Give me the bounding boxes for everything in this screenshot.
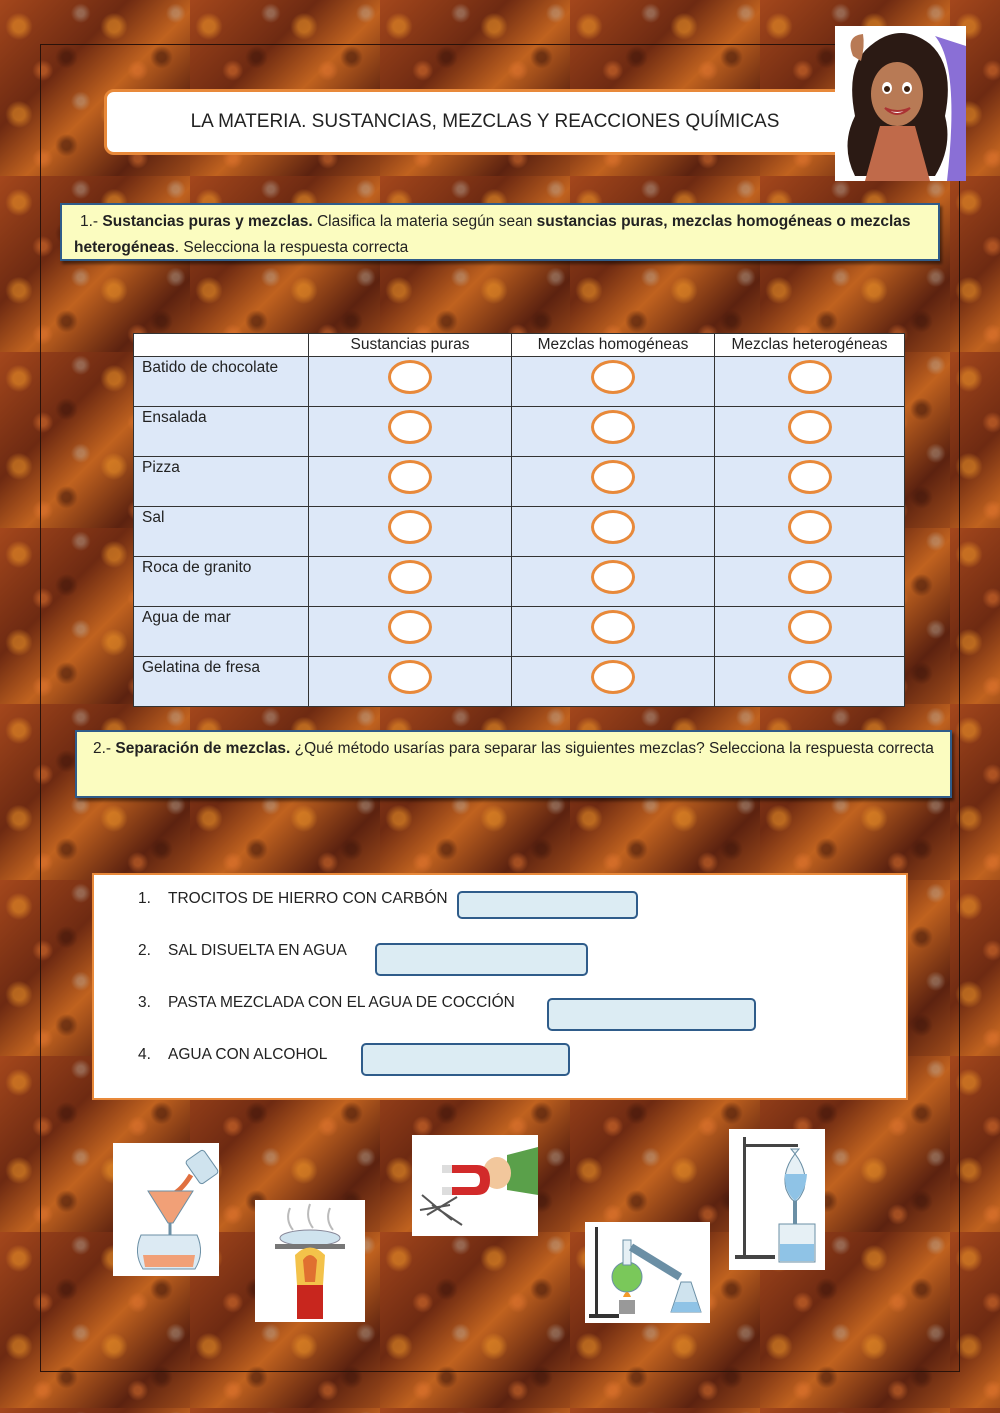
teacher-avatar [835,26,966,181]
table-row [134,607,905,657]
table-cell [512,657,715,707]
radio-option[interactable] [388,510,432,544]
row-label: Gelatina de fresa [134,657,309,707]
item-number: 1. [138,890,151,907]
radio-option[interactable] [788,410,832,444]
row-label: Roca de granito [134,557,309,607]
classification-table [133,333,905,707]
table-row [134,457,905,507]
table-cell [715,607,905,657]
table-cell [715,507,905,557]
column-header: Mezclas heterogéneas [715,334,905,357]
distillation-icon [585,1222,710,1323]
filtration-icon [113,1143,219,1276]
table-cell [309,357,512,407]
table-cell [309,407,512,457]
question-1-title: Sustancias puras y mezclas. [102,213,313,230]
question-1-number: 1.- [80,213,99,230]
row-label: Ensalada [134,407,309,457]
answer-dropdown-1[interactable] [457,891,638,919]
table-cell [512,457,715,507]
page-title [104,89,866,155]
column-header: Mezclas homogéneas [512,334,715,357]
radio-option[interactable] [788,360,832,394]
item-text: SAL DISUELTA EN AGUA [168,942,347,959]
table-cell [715,657,905,707]
radio-option[interactable] [591,410,635,444]
item-number: 2. [138,942,151,959]
question-1-text: Clasifica la materia según sean [316,213,533,230]
magnet-icon [412,1135,538,1236]
radio-option[interactable] [788,560,832,594]
table-cell [512,357,715,407]
table-cell [309,657,512,707]
question-2-title: Separación de mezclas. [115,740,291,757]
radio-option[interactable] [591,560,635,594]
table-cell [715,557,905,607]
radio-option[interactable] [591,610,635,644]
radio-option[interactable] [788,510,832,544]
question-2-box [75,730,952,798]
column-header [134,334,309,357]
list-item [138,942,347,960]
table-cell [309,457,512,507]
item-text: PASTA MEZCLADA CON EL AGUA DE COCCIÓN [168,994,515,1011]
column-header: Sustancias puras [309,334,512,357]
radio-option[interactable] [591,460,635,494]
table-cell [715,407,905,457]
list-item [138,994,515,1012]
table-cell [512,507,715,557]
table-cell [715,357,905,407]
radio-option[interactable] [388,460,432,494]
list-item [138,1046,327,1064]
row-label: Agua de mar [134,607,309,657]
title-text: LA MATERIA. SUSTANCIAS, MEZCLAS Y REACCIONES QUÍMICAS [190,111,780,132]
table-row [134,557,905,607]
radio-option[interactable] [388,360,432,394]
table-row [134,507,905,557]
table-cell [512,407,715,457]
radio-option[interactable] [388,410,432,444]
item-text: TROCITOS DE HIERRO CON CARBÓN [168,890,448,907]
table-row [134,657,905,707]
table-cell [309,507,512,557]
table-cell [512,607,715,657]
mixtures-list [92,873,908,1100]
radio-option[interactable] [788,660,832,694]
answer-dropdown-2[interactable] [375,943,588,976]
question-1-box [60,203,940,261]
radio-option[interactable] [388,560,432,594]
question-2-number: 2.- [93,740,112,757]
radio-option[interactable] [788,460,832,494]
radio-option[interactable] [788,610,832,644]
row-label: Sal [134,507,309,557]
question-1-instruction: . Selecciona la respuesta correcta [174,239,409,256]
item-number: 3. [138,994,151,1011]
table-cell [512,557,715,607]
question-1-terms: sustancias puras, mezclas homogéneas o mezclas heterogéneas [74,213,911,256]
table-cell [715,457,905,507]
question-2-text: ¿Qué método usarías para separar las siguientes mezclas? Selecciona la respuesta correcta [294,740,934,757]
item-number: 4. [138,1046,151,1063]
item-text: AGUA CON ALCOHOL [168,1046,328,1063]
table-row [134,407,905,457]
decantation-funnel-icon [729,1129,825,1270]
table-row [134,357,905,407]
evaporation-icon [255,1200,365,1322]
table-cell [309,607,512,657]
table-header-row [134,334,905,357]
answer-dropdown-3[interactable] [547,998,756,1031]
list-item [138,890,448,908]
table-cell [309,557,512,607]
radio-option[interactable] [591,360,635,394]
row-label: Batido de chocolate [134,357,309,407]
row-label: Pizza [134,457,309,507]
radio-option[interactable] [388,610,432,644]
radio-option[interactable] [591,510,635,544]
radio-option[interactable] [591,660,635,694]
answer-dropdown-4[interactable] [361,1043,570,1076]
radio-option[interactable] [388,660,432,694]
